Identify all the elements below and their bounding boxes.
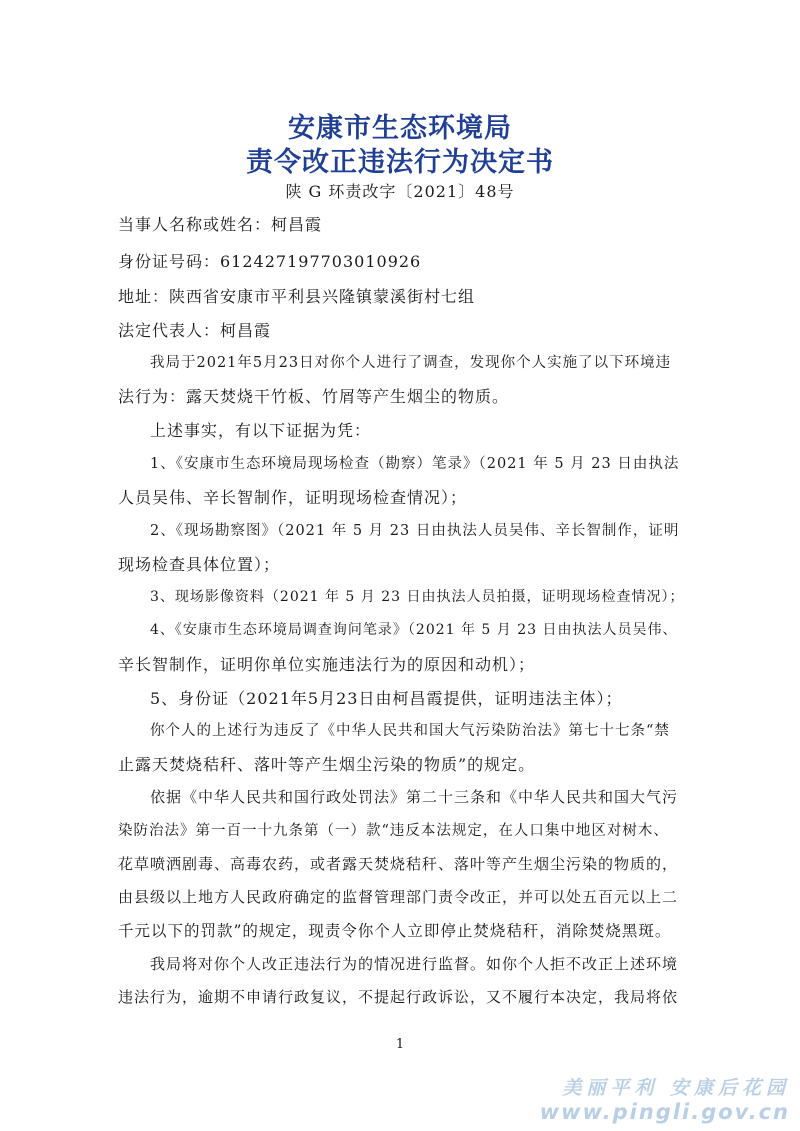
body-line: 4、《安康市生态环境局调查询问笔录》（2021 年 5 月 23 日由执法人员吴伟、	[150, 622, 678, 638]
party-address: 地址：陕西省安康市平利县兴隆镇蒙溪街村七组	[118, 287, 476, 306]
body-line: 由县级以上地方人民政府确定的监督管理部门责令改正，并可以处五百元以上二	[118, 888, 679, 906]
body-line: 上述事实，有以下证据为凭：	[150, 421, 372, 440]
body-line: 千元以下的罚款”的规定，现责令你个人立即停止焚烧秸秆，消除焚烧黑斑。	[118, 922, 672, 940]
body-line: 法行为：露天焚烧干竹板、竹屑等产生烟尘的物质。	[118, 387, 510, 406]
page-number: 1	[395, 1037, 405, 1052]
body-line: 我局将对你个人改正违法行为的情况进行监督。如你个人拒不改正上述环境	[150, 955, 679, 973]
body-line: 人员吴伟、辛长智制作，证明现场检查情况）；	[118, 488, 468, 507]
body-line: 你个人的上述行为违反了《中华人民共和国大气污染防治法》第七十七条“禁	[150, 723, 670, 739]
body-line: 染防治法》第一百一十九条第（一）款“违反本法规定，在人口集中地区对树木、	[118, 823, 669, 839]
party-name: 当事人名称或姓名：柯昌霞	[118, 215, 323, 234]
watermark-slogan: 美丽平利 安康后花园	[562, 1077, 790, 1099]
body-line: 5、身份证（2021年5月23日由柯昌霞提供，证明违法主体）；	[150, 689, 623, 708]
body-line: 1、《安康市生态环境局现场检查（勘察）笔录》（2021 年 5 月 23 日由执法	[150, 456, 680, 472]
body-line: 依据《中华人民共和国行政处罚法》第二十三条和《中华人民共和国大气污	[150, 788, 679, 806]
watermark-url: www.pingli.gov.cn	[539, 1100, 790, 1124]
party-legal-representative: 法定代表人：柯昌霞	[118, 321, 272, 340]
body-line: 止露天焚烧秸秆、落叶等产生烟尘污染的物质”的规定。	[118, 755, 536, 774]
document-title-agency: 安康市生态环境局	[288, 113, 512, 144]
body-line: 3、现场影像资料（2021 年 5 月 23 日由执法人员拍摄，证明现场检查情况）；	[150, 589, 685, 605]
body-line: 我局于2021年5月23日对你个人进行了调查，发现你个人实施了以下环境违	[150, 355, 672, 371]
body-line: 违法行为，逾期不申请行政复议，不提起行政诉讼，又不履行本决定，我局将依	[118, 988, 679, 1006]
document-number: 陕 G 环责改字〔2021〕48号	[285, 182, 515, 201]
body-line: 花草喷洒剧毒、高毒农药，或者露天焚烧秸秆、落叶等产生烟尘污染的物质的，	[118, 855, 679, 873]
document-title: 责令改正违法行为决定书	[246, 147, 554, 178]
body-line: 辛长智制作，证明你单位实施违法行为的原因和动机）；	[118, 655, 536, 674]
party-id-number: 身份证号码：612427197703010926	[118, 252, 422, 271]
body-line: 2、《现场勘察图》（2021 年 5 月 23 日由执法人员吴伟、辛长智制作，证明	[150, 523, 680, 539]
body-line: 现场检查具体位置）；	[118, 555, 281, 574]
